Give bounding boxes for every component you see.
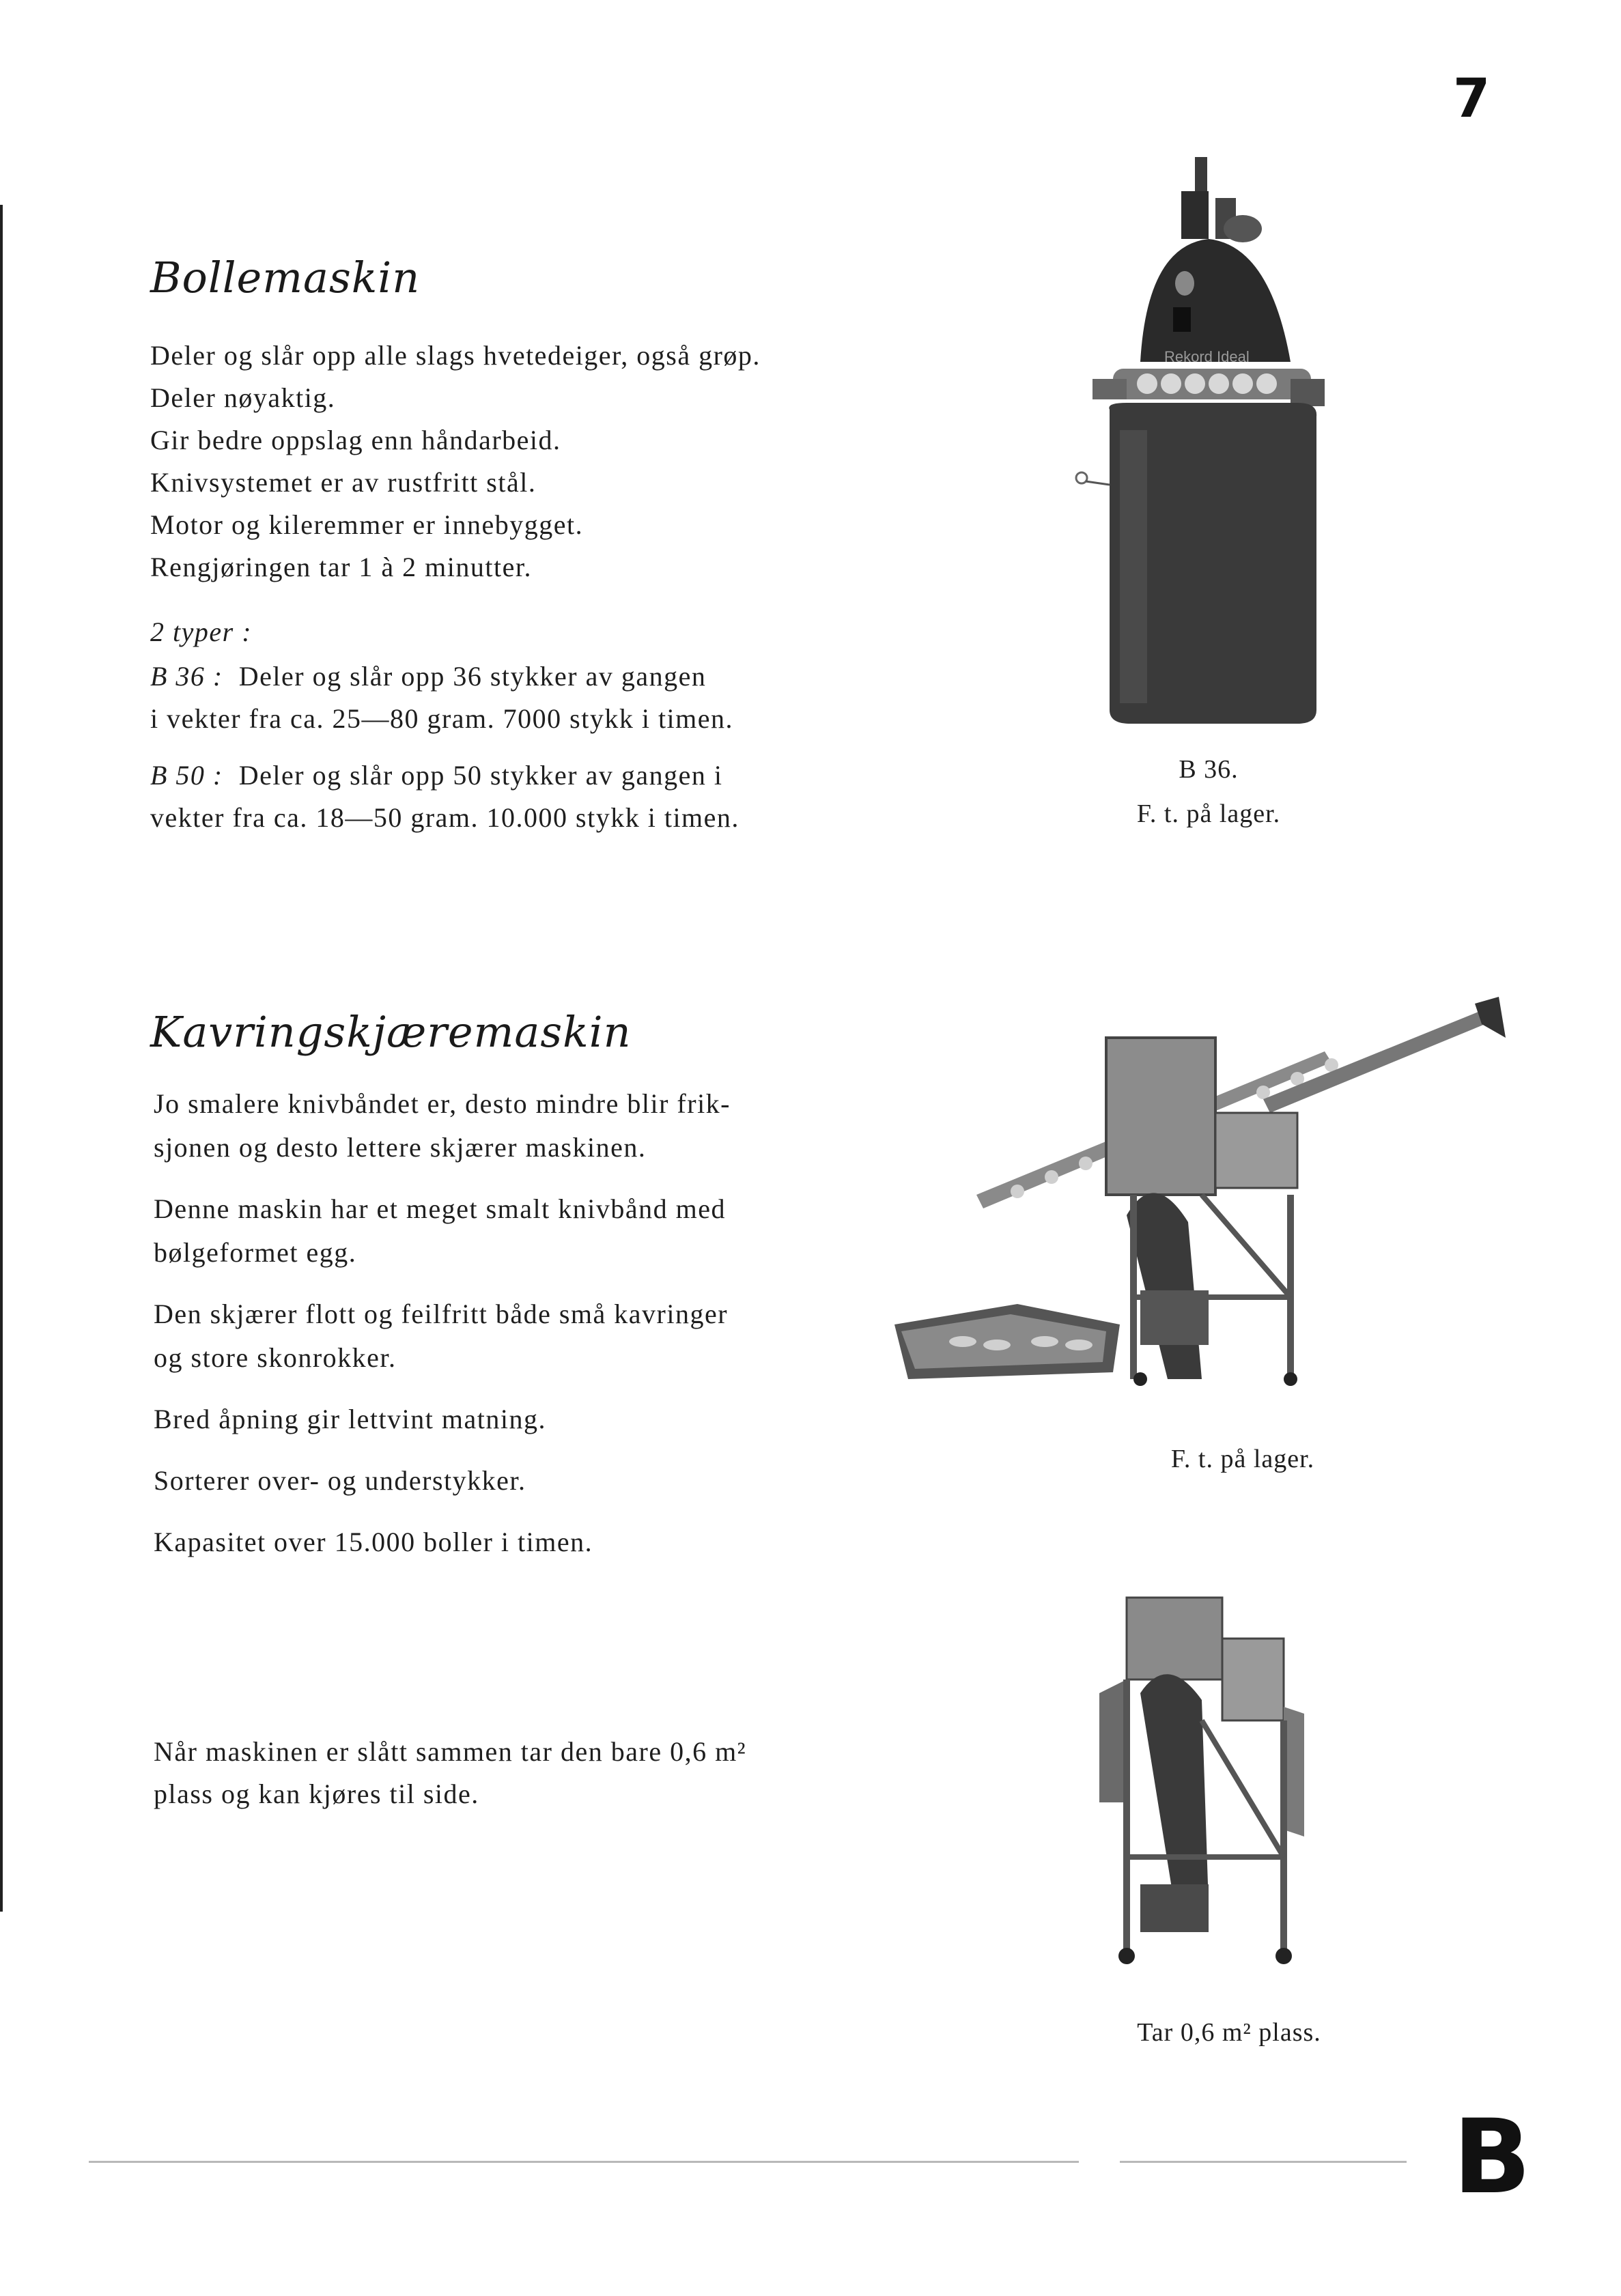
- feature-line: Knivsystemet er av rustfritt stål.: [150, 467, 537, 498]
- bollemaskin-features: [150, 335, 761, 589]
- bollemaskin-photo: [1065, 143, 1352, 744]
- type-text: Deler og slår opp 36 stykker av gangen: [238, 661, 707, 692]
- footer-rule: [89, 2161, 1079, 2163]
- brand-text: Rekord Ideal: [1164, 348, 1250, 365]
- types-label: 2 typer :: [150, 616, 253, 647]
- paragraph: Jo smalere knivbåndet er, desto mindre blir frik- sjonen og desto lettere skjærer maskinen.: [154, 1088, 731, 1163]
- publisher-logo: B: [1452, 2098, 1532, 2217]
- scan-edge-line: [0, 205, 3, 1912]
- type-b50: [150, 754, 739, 839]
- footer-rule: [1120, 2161, 1407, 2163]
- page-number: 7: [1453, 68, 1491, 130]
- feature-line: Deler og slår opp alle slags hvetedeiger, også grøp.: [150, 340, 761, 371]
- type-b36: [150, 655, 733, 740]
- paragraph: Sorterer over- og understykker.: [154, 1465, 526, 1496]
- feature-line: Rengjøringen tar 1 à 2 minutter.: [150, 552, 532, 582]
- kavring-machine-photo-folded: [1086, 1584, 1318, 1973]
- section-title-bollemaskin: Bollemaskin: [150, 253, 421, 302]
- kavring-caption-stock: F. t. på lager.: [1170, 1445, 1315, 1473]
- feature-line: Deler nøyaktig.: [150, 382, 336, 413]
- paragraph: Kapasitet over 15.000 boller i timen.: [154, 1527, 593, 1557]
- kavring-folded-caption: Tar 0,6 m² plass.: [1137, 2018, 1321, 2047]
- feature-line: Gir bedre oppslag enn håndarbeid.: [150, 425, 561, 455]
- type-name: B 36 :: [150, 661, 223, 692]
- bollemaskin-caption-stock: F. t. på lager.: [1136, 799, 1281, 828]
- folded-description: [154, 1731, 746, 1815]
- folded-text: plass og kan kjøres til side.: [154, 1778, 479, 1809]
- paragraph: Denne maskin har et meget smalt knivbånd med bølgeformet egg.: [154, 1193, 727, 1268]
- kavring-paragraphs: [154, 1082, 731, 1582]
- paragraph: Den skjærer flott og feilfritt både små kavringer og store skonrokker.: [154, 1299, 729, 1373]
- paragraph: Bred åpning gir lettvint matning.: [154, 1404, 546, 1434]
- kavring-machine-photo-open: [881, 997, 1509, 1420]
- folded-text: Når maskinen er slått sammen tar den bare 0,6 m²: [154, 1736, 747, 1767]
- type-name: B 50 :: [150, 760, 223, 791]
- type-text: vekter fra ca. 18—50 gram. 10.000 stykk i timen.: [150, 802, 739, 833]
- bollemaskin-caption-model: B 36.: [1179, 755, 1239, 784]
- feature-line: Motor og kileremmer er innebygget.: [150, 509, 584, 540]
- type-text: Deler og slår opp 50 stykker av gangen i: [238, 760, 723, 791]
- type-text: i vekter fra ca. 25—80 gram. 7000 stykk i timen.: [150, 703, 734, 734]
- section-title-kavringskjaeremaskin: Kavringskjæremaskin: [150, 1007, 632, 1057]
